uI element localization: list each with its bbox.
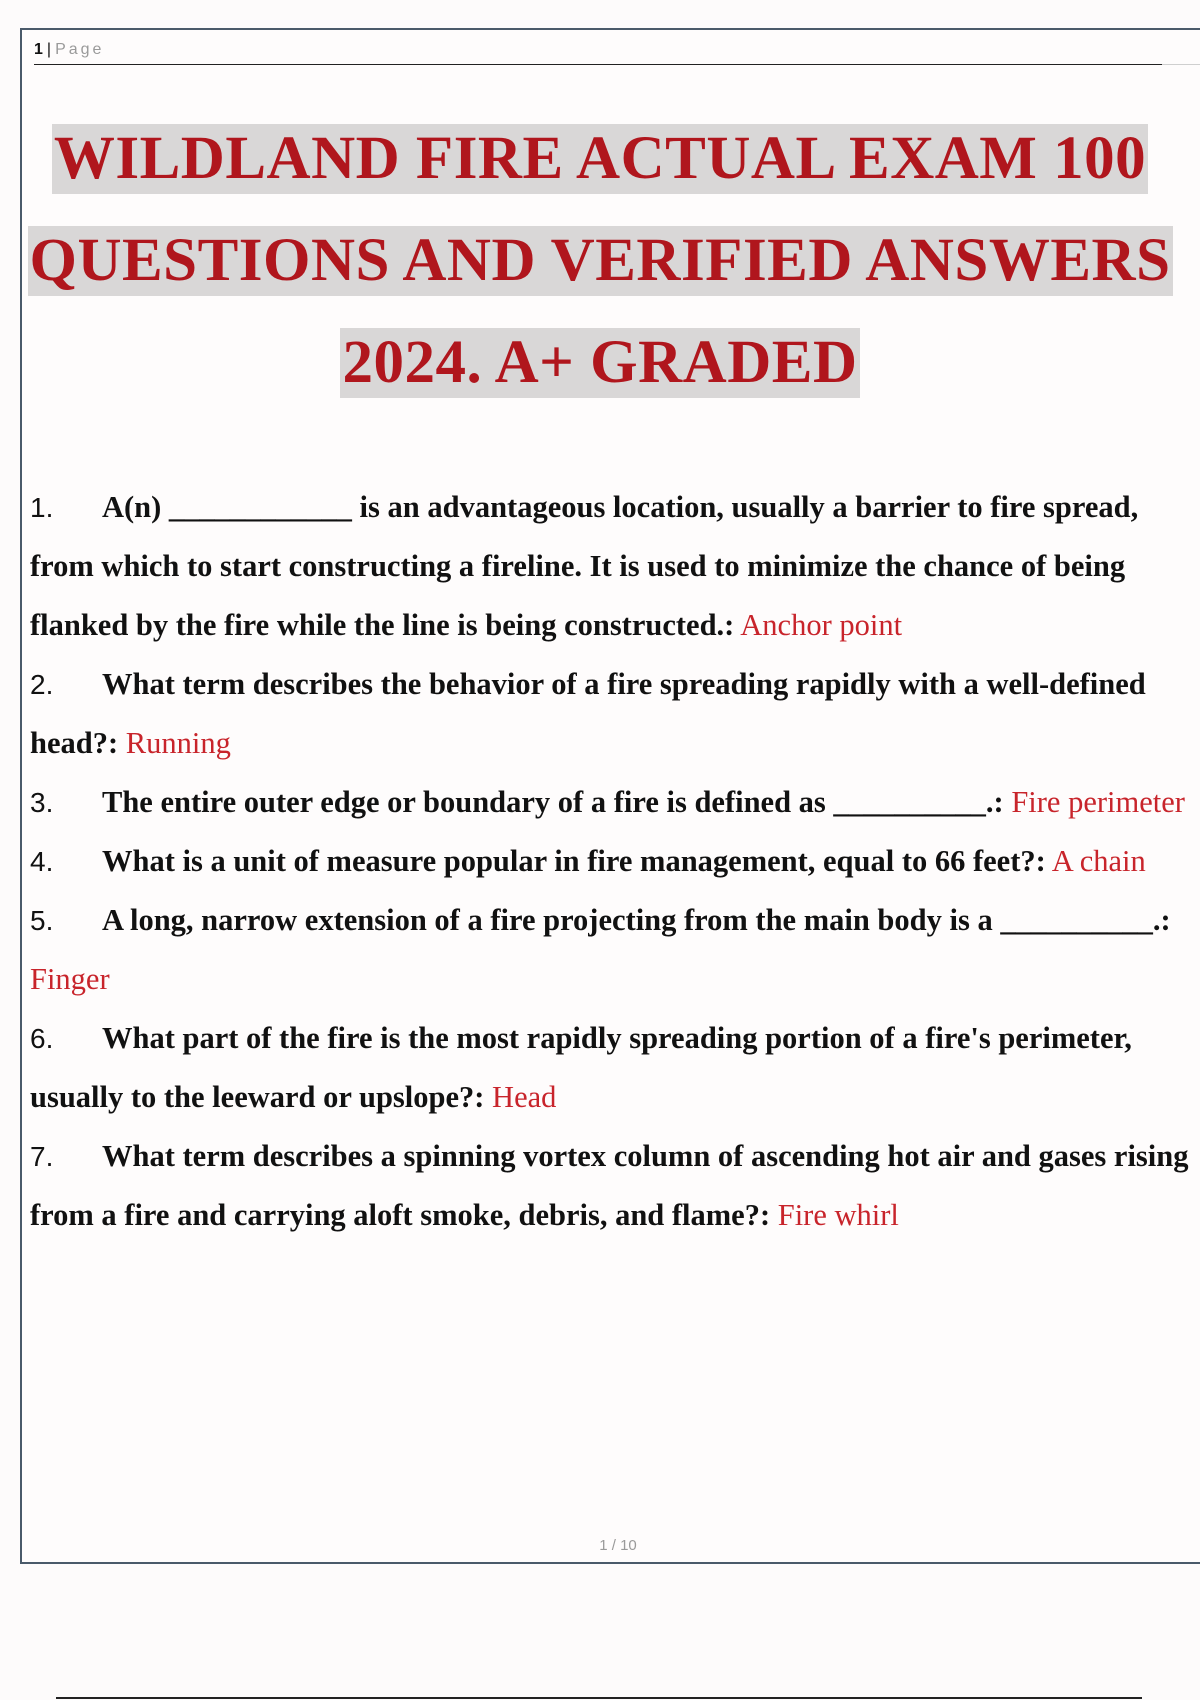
header-separator: | — [46, 41, 52, 58]
question-list — [30, 478, 1200, 1245]
title-line-1: WILDLAND FIRE ACTUAL EXAM 100 — [53, 125, 1147, 192]
title-line-2: QUESTIONS AND VERIFIED ANSWERS — [29, 227, 1171, 294]
page-counter: 1 / 10 — [599, 1537, 637, 1554]
question-number: 4. — [30, 846, 54, 877]
question-text: What term describes the behavior of a fire spreading rapidly with a well-defined head?: — [30, 667, 1146, 760]
answer-text: Anchor point — [740, 608, 903, 642]
question-text: A(n) ____________ is an advantageous location, usually a barrier to fire spread, from which to start constructing a fireline. It is used to minimize the chance of being flanked by the fire while the line is being constructed.: — [30, 490, 1139, 642]
question-text: What is a unit of measure popular in fire management, equal to 66 feet?: — [102, 844, 1046, 878]
question-item — [30, 1009, 1200, 1127]
document-title — [0, 108, 1200, 414]
question-item — [30, 655, 1200, 773]
header-rule-extension — [1162, 64, 1200, 65]
question-number: 7. — [30, 1141, 54, 1172]
question-text: What term describes a spinning vortex column of ascending hot air and gases rising from a fire and carrying aloft smoke, debris, and flame?: — [30, 1139, 1189, 1232]
question-item — [30, 891, 1200, 1009]
question-item — [30, 1127, 1200, 1245]
question-number: 1. — [30, 492, 54, 523]
question-number: 5. — [30, 905, 54, 936]
answer-text: Head — [492, 1080, 557, 1114]
question-number: 6. — [30, 1023, 54, 1054]
question-item — [30, 773, 1200, 832]
next-page-header-rule — [56, 1697, 1142, 1699]
page-header — [34, 36, 1162, 65]
question-item — [30, 832, 1200, 891]
answer-text: A chain — [1051, 844, 1146, 878]
question-number: 2. — [30, 669, 54, 700]
answer-text: Finger — [30, 962, 110, 996]
question-item — [30, 478, 1200, 655]
answer-text: Fire perimeter — [1011, 785, 1185, 819]
title-line-3: 2024. A+ GRADED — [342, 329, 858, 396]
question-text: The entire outer edge or boundary of a fire is defined as __________.: — [102, 785, 1004, 819]
question-text: A long, narrow extension of a fire projecting from the main body is a __________.: — [102, 903, 1171, 937]
answer-text: Fire whirl — [777, 1198, 899, 1232]
question-text: What part of the fire is the most rapidly spreading portion of a fire's perimeter, usually to the leeward or upslope?: — [30, 1021, 1132, 1114]
question-number: 3. — [30, 787, 54, 818]
header-page-label: Page — [55, 41, 105, 58]
answer-text: Running — [125, 726, 231, 760]
header-page-number: 1 — [34, 41, 43, 58]
